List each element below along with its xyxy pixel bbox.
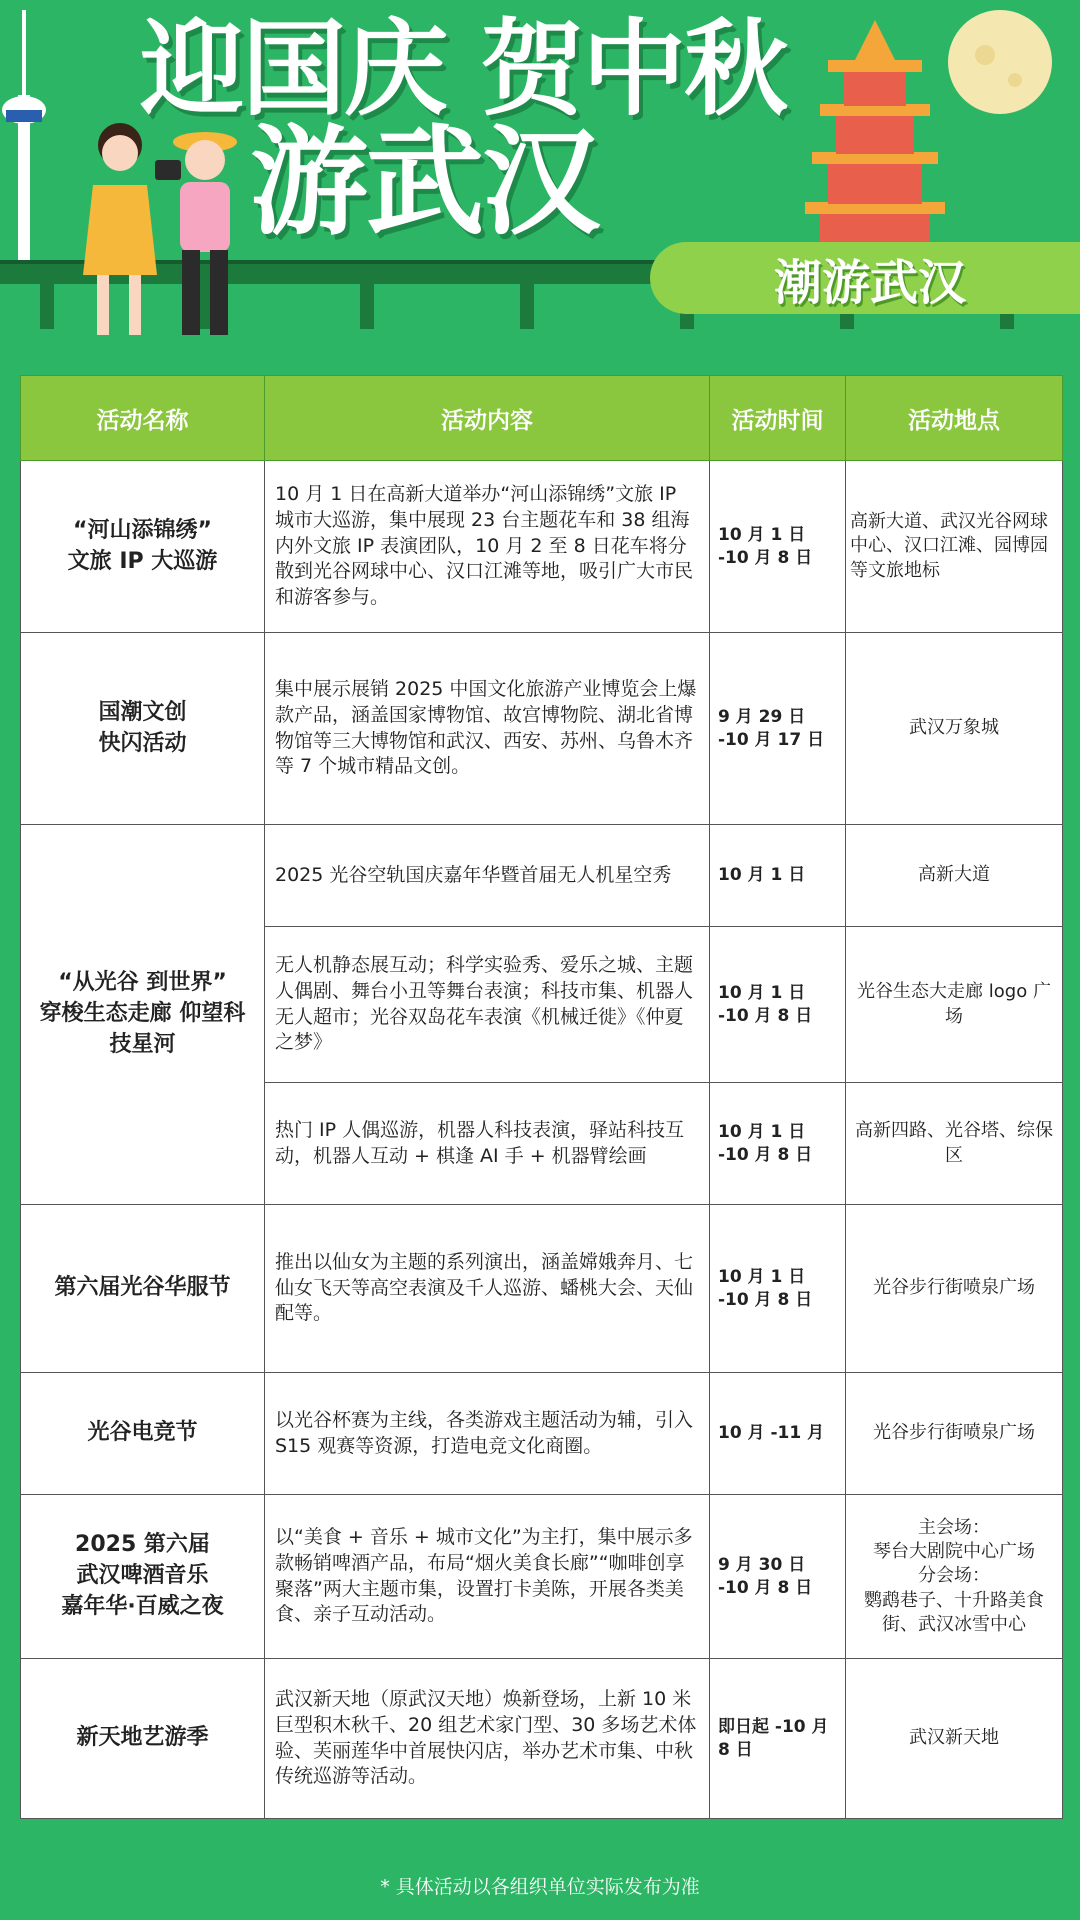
- activity-name: 光谷电竞节: [21, 1373, 265, 1495]
- table-row: [21, 1659, 1063, 1819]
- activity-name: 新天地艺游季: [21, 1659, 265, 1819]
- activity-location: 武汉万象城: [846, 633, 1063, 825]
- activity-time: 即日起 -10 月 8 日: [710, 1659, 846, 1819]
- table-row: [21, 461, 1063, 633]
- activity-content: 以“美食 + 音乐 + 城市文化”为主打，集中展示多款畅销啤酒产品，布局“烟火美食长廊”“咖啡创享聚落”两大主题市集，设置打卡美陈，开展各类美食、亲子互动活动。: [265, 1495, 710, 1659]
- activity-time: 9 月 29 日 -10 月 17 日: [710, 633, 846, 825]
- activity-location: 武汉新天地: [846, 1659, 1063, 1819]
- activity-location: 光谷步行街喷泉广场: [846, 1373, 1063, 1495]
- activity-location: 高新四路、光谷塔、综保区: [846, 1083, 1063, 1205]
- activity-name: “从光谷 到世界” 穿梭生态走廊 仰望科技星河: [21, 825, 265, 1205]
- table-row: [21, 1373, 1063, 1495]
- table-header-row: [21, 376, 1063, 461]
- activity-content: 以光谷杯赛为主线，各类游戏主题活动为辅，引入 S15 观赛等资源，打造电竞文化商圈。: [265, 1373, 710, 1495]
- table-row: [21, 1495, 1063, 1659]
- activity-content: 无人机静态展互动；科学实验秀、爱乐之城、主题人偶剧、舞台小丑等舞台表演；科技市集、机器人无人超市；光谷双岛花车表演《机械迁徙》《仲夏之梦》: [265, 927, 710, 1083]
- activity-time: 9 月 30 日 -10 月 8 日: [710, 1495, 846, 1659]
- footer-note: * 具体活动以各组织单位实际发布为准: [380, 1876, 700, 1898]
- activity-content: 2025 光谷空轨国庆嘉年华暨首届无人机星空秀: [265, 825, 710, 927]
- activity-time: 10 月 -11 月: [710, 1373, 846, 1495]
- title-line-2: 游武汉: [250, 113, 599, 251]
- activity-name: 2025 第六届 武汉啤酒音乐 嘉年华·百威之夜: [21, 1495, 265, 1659]
- table-row: [21, 825, 1063, 927]
- tag-badge: 潮游武汉: [650, 242, 1080, 314]
- activity-name: “河山添锦绣” 文旅 IP 大巡游: [21, 461, 265, 633]
- header-location: 活动地点: [846, 376, 1063, 461]
- title-line-1: 迎国庆 贺中秋: [140, 8, 787, 130]
- activity-time: 10 月 1 日: [710, 825, 846, 927]
- activity-content: 推出以仙女为主题的系列演出，涵盖嫦娥奔月、七仙女飞天等高空表演及千人巡游、蟠桃大会、天仙配等。: [265, 1205, 710, 1373]
- activity-name: 第六届光谷华服节: [21, 1205, 265, 1373]
- banner: [0, 0, 1080, 335]
- activity-time: 10 月 1 日 -10 月 8 日: [710, 461, 846, 633]
- activity-content: 集中展示展销 2025 中国文化旅游产业博览会上爆款产品，涵盖国家博物馆、故宫博物院、湖北省博物馆等三大博物馆和武汉、西安、苏州、乌鲁木齐等 7 个城市精品文创。: [265, 633, 710, 825]
- activity-content: 武汉新天地（原武汉天地）焕新登场，上新 10 米巨型积木秋千、20 组艺术家门型、30 多场艺术体验、芙丽莲华中首展快闪店，举办艺术市集、中秋传统巡游等活动。: [265, 1659, 710, 1819]
- header-name: 活动名称: [21, 376, 265, 461]
- activity-name: 国潮文创 快闪活动: [21, 633, 265, 825]
- activity-location: 高新大道: [846, 825, 1063, 927]
- activity-location: 光谷生态大走廊 logo 广场: [846, 927, 1063, 1083]
- activity-location: 光谷步行街喷泉广场: [846, 1205, 1063, 1373]
- table-row: [21, 633, 1063, 825]
- activity-location: 主会场： 琴台大剧院中心广场 分会场： 鹦鹉巷子、十升路美食街、武汉冰雪中心: [846, 1495, 1063, 1659]
- activity-time: 10 月 1 日 -10 月 8 日: [710, 1083, 846, 1205]
- table-row: [21, 1205, 1063, 1373]
- activity-time: 10 月 1 日 -10 月 8 日: [710, 1205, 846, 1373]
- activity-content: 10 月 1 日在高新大道举办“河山添锦绣”文旅 IP 城市大巡游，集中展现 23 台主题花车和 38 组海内外文旅 IP 表演团队，10 月 2 至 8 日花车将分散到光谷网球中心、汉口江滩等地，吸引广大市民和游客参与。: [265, 461, 710, 633]
- activity-table: [20, 375, 1063, 1819]
- header-content: 活动内容: [265, 376, 710, 461]
- header-time: 活动时间: [710, 376, 846, 461]
- activity-time: 10 月 1 日 -10 月 8 日: [710, 927, 846, 1083]
- activity-table-wrap: [20, 375, 1062, 1819]
- activity-content: 热门 IP 人偶巡游，机器人科技表演，驿站科技互动，机器人互动 + 棋逢 AI 手 + 机器臂绘画: [265, 1083, 710, 1205]
- activity-location: 高新大道、武汉光谷网球中心、汉口江滩、园博园等文旅地标: [846, 461, 1063, 633]
